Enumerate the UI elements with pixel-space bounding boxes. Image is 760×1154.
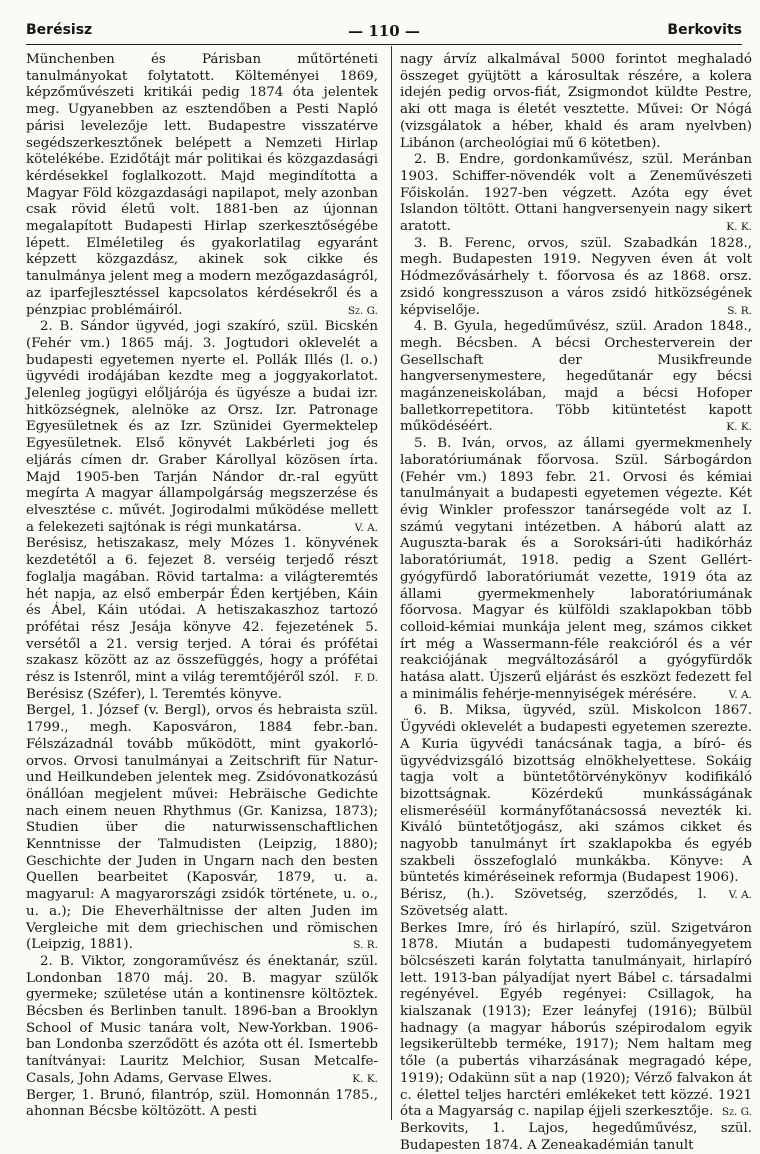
entry-text: 4. B. Gyula, hegedűművész, szül. Aradon 1848., megh. Bécsben. A bécsi Orchesterverein der Gesellschaft der Musikfreunde hangversenymestere, hegedűtanár egy bécsi magánzeneiskolában, majd a bécsi Hofoper balletkorrepetitora. Több kitüntetést kapott működéséért.	[400, 319, 752, 435]
entry-text: Berésisz (Széfer), l. Teremtés könyve.	[26, 686, 283, 702]
entry-text: 2. B. Sándor ügyvéd, jogi szakíró, szül. Bicskén (Fehér vm.) 1865 máj. 3. Jogtudori oklevelét a budapesti egyetemen nyerte el. Pollák Illés (l. o.) ügyvédi irodájában kezdte meg a joggyakorlatot. Jelenleg jogügyi előljárója és ügyésze a budai izr. hitközségnek, alelnöke az Orsz. Izr. Patronage Egyesületnek és az Izr. Szünidei Gyermektelep Egyesületnek. Első könyvét Lakbérleti jog és eljárás címen dr. Graber Károllyal közösen írta. Majd 1905-ben Tarján Nándor dr.-ral együtt megírta A magyar állampolgárság megszerzése és elvesztése c. művét. Jogirodalmi működése mellett a felekezeti sajtónak is régi munkatársa.	[26, 319, 378, 535]
author-signature: F. D.	[354, 672, 378, 685]
author-signature: K. K.	[726, 221, 752, 234]
entry-berger-ferenc	[400, 236, 752, 320]
entry-text: Berésisz, hetiszakasz, mely Mózes 1. könyvének kezdetétől a 6. fejezet 8. verséig terjedő részt foglalja magában. Rövid tartalma: a világteremtés hét napja, az első emberpár Éden kertjében, Káin és Ábel, Káin utódai. A hetiszakaszhoz tartozó prófétai rész Jesája könyve 42. fejezetének 5. versétől a 21. versig terjed. A tórai és prófétai szakasz között az az összefüggés, hogy a prófétai rész is Istenről, mint a világ teremtőjéről szól.	[26, 536, 378, 686]
entry-text: Bergel, 1. József (v. Bergl), orvos és hebraista szül. 1799., megh. Kaposváron, 1884 febr.-ban. Félszázadnál tovább működött, mint gyakorló-orvos. Orvosi tanulmányai a Zeitschrift für Natur- und Heilkundeben jelentek meg. Zsidóvonatkozású önállóan megjelent művei: Hebräische Gedichte nach einem neuen Rhythmus (Gr. Kanizsa, 1873); Studien über die naturwissenschaftlichen Kenntnisse der Talmudisten (Leipzig, 1880); Geschichte der Juden in Ungarn nach den besten Quellen bearbeitet (Kaposvár, 1879, u. a. magyarul: A magyarországi zsidók története, u. o., u. a.); Die Eheverhältnisse der alten Juden im Vergleiche mit dem griechischen und römischen (Leipzig, 1881).	[26, 703, 378, 953]
entry-text: 3. B. Ferenc, orvos, szül. Szabadkán 1828., megh. Budapesten 1919. Negyven éven át volt Hódmezővásárhely t. főorvosa és az 1868. orsz. zsidó kongresszuson a város zsidó hitközségének képviselője.	[400, 235, 752, 318]
entry-text: Berkes Imre, író és hirlapíró, szül. Szigetváron 1878. Miután a budapesti tudományegyetem bölcsészeti karán folytatta tanulmányait, hirlapíró lett. 1913-ban pályadíjat nyert Bábel c. társadalmi regényével. Egyéb regényei: Csillagok, ha kialszanak (1913); Ezer leányfej (1916); Bülbül hadnagy (a magyar háborús szépirodalom egyik legsikerültebb terméke, 1917); Nem haltam meg tőle (a pubertás viharzásának megragadó képe, 1919); Odakünn süt a nap (1920); Vérző falvakon át c. élettel teljes harctéri emlékeket tett közzé. 1921 óta a Magyarság c. napilap éjjeli szerkesztője.	[400, 920, 752, 1120]
author-signature: K. K.	[726, 421, 752, 434]
header-right-word: Berkovits	[667, 22, 742, 38]
author-signature: Sz. G.	[347, 304, 378, 317]
author-signature: V. A.	[728, 688, 752, 701]
author-signature: K. K.	[352, 1072, 378, 1085]
entry-beresisz	[26, 536, 378, 686]
header-rule	[26, 44, 742, 45]
entry-text: Berkovits, 1. Lajos, hegedűművész, szül. Budapesten 1874. A Zeneakadémián tanult	[400, 1121, 752, 1153]
entry-berisz	[400, 887, 752, 920]
entry-berger-endre	[400, 152, 752, 236]
entry-text: 6. B. Miksa, ügyvéd, szül. Miskolcon 1867. Ügyvédi oklevelét a budapesti egyetemen szerezte. A Kuria ügyvédi tanácsának tagja, a bíró- és ügyvédvizsgáló bizottság elnökhelyettese. Sokáig tagja volt a büntetőtörvénykönyv kodifikáló bizottságnak. Közérdekű munkásságának elismeréséül kormányfőtanácsossá nevezték ki. Kiváló büntetőtjogász, aki számos cikket és nagyobb tanulmányt írt szaklapokba és egyéb szakbeli összefoglaló munkákba. Könyve: A büntetés kiméréseinek reformja (Budapest 1906).	[400, 703, 752, 886]
author-signature: S. R.	[353, 939, 378, 952]
page-number: — 110 —	[348, 22, 420, 40]
entry-bergel-viktor	[26, 954, 378, 1088]
author-signature: Sz. G.	[721, 1106, 752, 1119]
entry-berenyi-cont	[26, 52, 378, 319]
running-header	[26, 22, 742, 44]
entry-text: 2. B. Viktor, zongoraművész és énektanár, szül. Londonban 1870 máj. 20. B. magyar szülők gyermeke; születése után a kontinensre költöztek. Bécsben és Berlinben tanult. 1896-ban a Brooklyn School of Music tanára volt, New-Yorkban. 1906-ban Londonba szerződött és azóta ott él. Ismertebb tanítványai: Lauritz Melchior, Susan Metcalfe-Casals, John Adams, Gervase Elwes.	[26, 953, 378, 1086]
right-column	[400, 52, 752, 1154]
entry-berkes-imre	[400, 921, 752, 1121]
entry-text: 2. B. Endre, gordonkaművész, szül. Meránban 1903. Schiffer-növendék volt a Zeneművészeti Főiskolán. 1927-ben végzett. Azóta egy évet Islandon töltött. Ottani hangversenyein nagy sikert aratott.	[400, 152, 752, 235]
entry-text: 5. B. Iván, orvos, az állami gyermekmenhely laboratóriumának főorvosa. Szül. Sárbogárdon (Fehér vm.) 1893 febr. 21. Orvosi és kémiai tanulmányait a budapesti egyetemen végezte. Két évig Winkler professzor tanársegéde volt az I. számú vegytani intézetben. A háború alatt az Auguszta-barak és a Soroksári-úti hadikórház laboratóriumát, 1918. pedig a Szent Gellért-gyógyfürdő laboratóriumát vezette, 1919 óta az állami gyermekmenhely laboratóriumának főorvosa. Magyar és külföldi szaklapokban több colloid-kémiai munkája jelent meg, számos cikket írt még a Wassermann-féle reakcióról és a vér reakciójának megváltozásáról a gyógyfürdők hatása alatt. Újszerű eljárást és eszközt fedezett fel a minimális fehérje-mennyiségek mérésére.	[400, 436, 752, 702]
author-signature: S. R.	[727, 304, 752, 317]
entry-berger-miksa	[400, 703, 752, 902]
entry-berger-bruno-cont	[400, 52, 752, 152]
entry-text: Münchenben és Párisban műtörténeti tanulmányokat folytatott. Költeményei 1869, képzőművészeti kritikái pedig 1874 óta jelentek meg. Ugyanebben az esztendőben a Pesti Napló párisi levelezője lett. Budapestre visszatérve segédszerkesztőnek belépett a Nemzeti Hirlap kötelékébe. Ezidőtájt már politikai és közgazdasági kérdésekkel foglalkozott. Majd megindította a Magyar Föld közgazdasági napilapot, mely azonban csak rövid életű volt. 1881-ben az újonnan megalapított Budapesti Hirlap szerkesztőségébe lépett. Elméletileg és gyakorlatilag egyaránt képzett közgazdász, akinek sok cikke és tanulmánya jelent meg a modern mezőgazdaságról, az iparfejlesztéssel kapcsolatos kérdésekről és a pénzpiac problémáiról.	[26, 52, 378, 318]
column-divider	[391, 46, 392, 1120]
entry-berger-bruno	[26, 1088, 378, 1121]
entry-berger-gyula	[400, 319, 752, 436]
author-signature: V. A.	[728, 889, 752, 902]
entry-text: nagy árvíz alkalmával 5000 forintot meghaladó összeget gyüjtött a károsultak részére, a kolera idején pedig orvos-fiát, Zsigmondot küldte Pestre, aki ott maga is életét vesztette. Művei: Or Nógá (vizsgálatok a héber, khald és aram nyelvben) Libánon (archeológiai mű 6 kötetben).	[400, 52, 752, 151]
entry-text: Berger, 1. Brunó, filantróp, szül. Homonnán 1785., ahonnan Bécsbe költözött. A pesti	[26, 1087, 378, 1120]
entry-bergel-jozsef	[26, 703, 378, 954]
entry-berger-ivan	[400, 436, 752, 703]
header-left-word: Berésisz	[26, 22, 93, 38]
entry-berenyi-sandor	[26, 319, 378, 536]
entry-text: Bérisz, (h.). Szövetség, szerződés, l. Szövetség alatt.	[400, 887, 707, 919]
author-signature: V. A.	[354, 521, 378, 534]
left-column	[26, 52, 378, 1121]
entry-beresisz-szefer	[26, 687, 378, 704]
